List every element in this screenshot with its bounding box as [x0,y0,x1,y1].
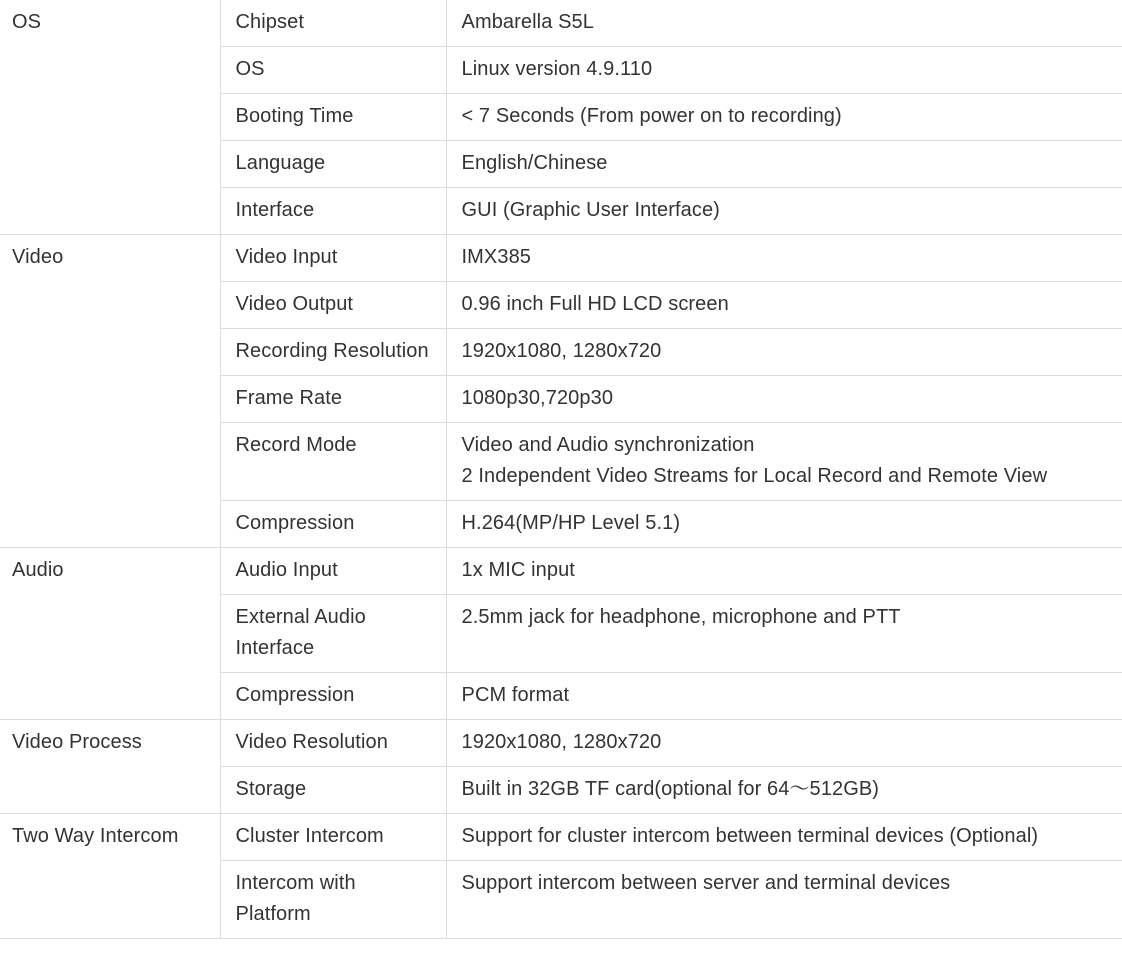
spec-label-cell: Interface [220,188,446,235]
spec-label-cell: Intercom with Platform [220,861,446,939]
spec-label-cell: Cluster Intercom [220,814,446,861]
spec-value-cell [446,47,1122,94]
spec-label-cell: Storage [220,767,446,814]
table-row [0,0,1122,47]
spec-value-cell [446,141,1122,188]
spec-value-line: Video and Audio synchronization [461,434,755,456]
spec-value-cell [446,548,1122,595]
spec-value-cell [446,188,1122,235]
category-cell: Audio [0,548,220,720]
spec-label-cell: Booting Time [220,94,446,141]
spec-value-line: GUI (Graphic User Interface) [461,199,720,221]
spec-value-line: 1920x1080, 1280x720 [461,731,662,753]
spec-value-cell [446,767,1122,814]
spec-value-cell [446,501,1122,548]
spec-label-cell: Frame Rate [220,376,446,423]
spec-label-cell: Video Resolution [220,720,446,767]
spec-value-line: 2 Independent Video Streams for Local Record and Remote View [461,465,1048,487]
category-cell: Two Way Intercom [0,814,220,939]
spec-value-cell [446,423,1122,501]
category-cell: Video Process [0,720,220,814]
spec-value-line: 1920x1080, 1280x720 [461,340,662,362]
spec-value-cell [446,861,1122,939]
spec-value-line: PCM format [461,684,570,706]
spec-label-cell: OS [220,47,446,94]
spec-label-cell: Recording Resolution [220,329,446,376]
table-row [0,814,1122,861]
spec-value-line: Ambarella S5L [461,11,594,33]
table-row [0,548,1122,595]
table-row [0,235,1122,282]
spec-value-cell [446,94,1122,141]
spec-label-cell: Record Mode [220,423,446,501]
spec-value-line: IMX385 [461,246,532,268]
spec-value-line: Linux version 4.9.110 [461,58,653,80]
spec-value-cell [446,814,1122,861]
spec-value-cell [446,329,1122,376]
spec-label-cell: Audio Input [220,548,446,595]
spec-value-line: 1x MIC input [461,559,575,581]
spec-value-line: < 7 Seconds (From power on to recording) [461,105,842,127]
spec-label-cell: Compression [220,673,446,720]
spec-value-line: English/Chinese [461,152,608,174]
spec-value-line: Support for cluster intercom between terminal devices (Optional) [461,825,1039,847]
spec-value-cell [446,0,1122,47]
category-cell: Video [0,235,220,548]
spec-value-cell [446,282,1122,329]
spec-label-cell: External Audio Interface [220,595,446,673]
spec-value-line: 2.5mm jack for headphone, microphone and PTT [461,606,901,628]
spec-label-cell: Video Output [220,282,446,329]
spec-value-line: 0.96 inch Full HD LCD screen [461,293,729,315]
spec-value-line: Support intercom between server and terminal devices [461,872,951,894]
spec-value-line: Built in 32GB TF card(optional for 64～512GB) [461,778,880,800]
spec-value-line: 1080p30,720p30 [461,387,614,409]
spec-value-cell [446,235,1122,282]
spec-label-cell: Language [220,141,446,188]
spec-value-cell [446,595,1122,673]
spec-value-cell [446,376,1122,423]
spec-label-cell: Video Input [220,235,446,282]
spec-label-cell: Compression [220,501,446,548]
spec-value-cell [446,673,1122,720]
spec-value-line: H.264(MP/HP Level 5.1) [461,512,681,534]
spec-value-cell [446,720,1122,767]
spec-label-cell: Chipset [220,0,446,47]
category-cell: OS [0,0,220,235]
table-row [0,720,1122,767]
